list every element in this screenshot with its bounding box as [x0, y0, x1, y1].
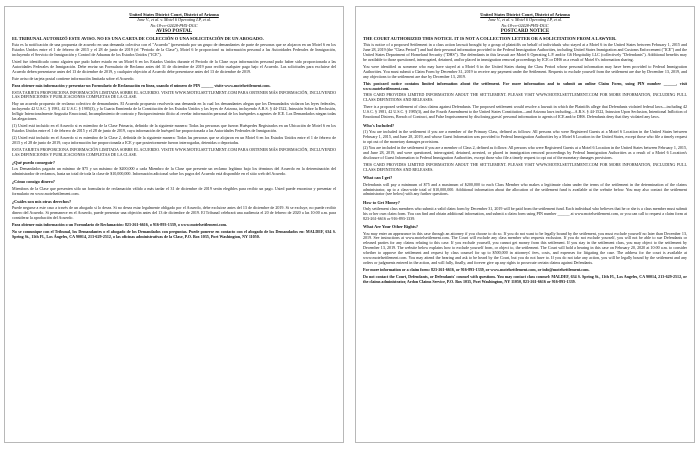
- body-paragraph: This is notice of a proposed Settlement in a class action lawsuit brought by a group of plaintiffs on behalf of individuals who stayed at a Motel 6 in the United States between February 1, 2015 and June 28, 2019 (the "Class Period") and had their personal information provided to the Federal Immigration Authorities, including United States Immigration and Customs Enforcement ("ICE") and the United States Department of Homeland Security ("DHS"). The defendants in this lawsuit are Motel 6 Operating L.P. and/or G6 Hospitality LLC (collectively "Defendants"). Additional benefits may be available to those questioned, interrogated, detained, and/or placed in immigration removal proceedings by ICE or DHS as a result of Motel 6's information sharing.: [363, 42, 687, 63]
- body-paragraph: You may enter an appearance in this case through an attorney if you choose to do so. If you do not want to be legally bound by the settlement, you must exclude yourself no later than December 13, 2019. See instructions at www.motelsettlement.com. The Court will exclude any class member who requests exclusion. If you do not exclude yourself, you will not be able to sue Defendants or released parties for any claims relating to this case. If you exclude yourself, you cannot get money from this settlement. If you stay in the settlement class, you may object to the settlement by December 13, 2019. The website below explains how to exclude yourself from, or object to, the settlement. The Court will hold a hearing in this case on February 20, 2020 at 10:00 a.m. to consider whether to approve the settlement and request by class counsel for up to $500,000 in attorneys' fees, costs, and expenses for litigating the case. The address for the court is available at www.motelsettlement.com. You may attend the hearing and ask to be heard by the Court, but you do not have to. If you do not take any action, you will be legally bound by the settlement and any orders or judgments entered in the action, and will fully, finally, and forever give up any rights to prosecute certain claims against Defendants.: [363, 230, 687, 265]
- body-paragraph: (1) Usted está incluido en el Acuerdo si es miembro de la Clase Primaria, definido de la siguiente manera: Todas las personas que fueron Huéspedes Registrados en un Ubicación de Motel 6 en los Estados Unidos entre el 1 de febrero de 2015 y el 28 de junio de 2019, cuya información de huésped fue proporcionada a las Autoridades Federales de Inmigración.: [12, 123, 336, 133]
- body-paragraph: Hay un acuerdo propuesto de reclamo colectivo de demandantes. El Acuerdo propuesto resolvería una demanda en la cual los demandantes alegan que los Demandados violaron las leyes federales, incluyendo 42 U.S.C. § 1981, 42 U.S.C. § 1985(3), y la Cuarta Enmienda de la Constitución de los Estados Unidos y las leyes de Arizona, incluyendo A.R.S. § 44-1522, Intrusión Sobre la Reclusión, Infligir Intencionalmente Angustia Emocional, Incumplimiento de contrato y Enriquecimiento ilícito al revelar información personal de los huéspedes a agentes de ICE. Los Demandados niegan todas las alegaciones.: [12, 101, 336, 122]
- body-paragraph: Miembros de la Clase que presenten sólo un formulario de reclamación válido a más tardar el 31 de diciembre de 2019 serán elegibles para recibir un pago. Usted puede encontrar y presentar el formulario en www.motelsettlement.com.: [12, 185, 336, 196]
- notice-title: POSTCARD NOTICE: [500, 28, 550, 34]
- body-paragraph: This postcard notice contains limited information about the settlement. For more information and to submit an online Claim Form, using PIN number ______, visit www.motelsettlement.com.: [363, 80, 687, 91]
- body-paragraph: Defendants will pay a minimum of $75 and a maximum of $200,000 to each Class Member who makes a legitimate claim under the terms of the settlement in the determination of the claims administrator, up to a class-wide total of $10,000,000. Additional information about the allocation of the settlement fund is available at the website below. You may also contact the settlement administrator (see below) with any further questions.: [363, 181, 687, 197]
- case-number: No:18-cv-02428-PHX-DGC: [150, 22, 198, 28]
- court-name: United States District Court, District of Arizona: [480, 12, 570, 17]
- notice-title: AVISO POSTAL: [155, 28, 193, 34]
- english-paragraphs: [363, 43, 687, 120]
- body-paragraph: No se comunique con el Tribunal, los Demandantes o el abogado de los Demandados con preguntas. Puede ponerse en contacto con el abogado de los Demandados en: MALDEF, 634 S. Spring St., 11th Fl., Los Ángeles, CA 90014, 213-629-2512, o las oficinas administrativas de la Clase, P.O. Box 1035, Port Washington, NY 11050.: [12, 228, 336, 239]
- body-paragraph: (2) Usted está incluido en el Acuerdo si es miembro de la Clase 2, definida de la siguiente manera: Todas las personas que se alojaron en un Motel 6 en los Estados Unidos entre el 1 de febrero de 2015 y el 28 de junio de 2019, cuya información fue proporcionada a ICE y que posteriormente fueron interrogadas, detenidas o deportadas.: [12, 134, 336, 145]
- body-paragraph: Esta es la notificación de una propuesta de acuerdo en una demanda colectiva con el "Acuerdo" (presentado por un grupo de demandantes de parte de personas que se alojaron en un Motel 6 en los Estados Unidos entre el 1 de febrero de 2015 y el 28 de junio de 2019 (el "Periodo de la Clase"), Motel 6 le proporcionó su información personal a las Autoridades Federales de Inmigración, incluyendo el Servicio de Inmigración y Control de Aduanas de los Estados Unidos ("ICE").: [12, 42, 336, 58]
- body-paragraph: THIS CARD PROVIDES LIMITED INFORMATION ABOUT THE SETTLEMENT. PLEASE VISIT WWW.MOTELSETTLEMENT.COM FOR MORE INFORMATION, INCLUDING FULL CLASS DEFINITIONS AND RELEASES.: [363, 92, 687, 103]
- court-name: United States District Court, District of Arizona: [129, 12, 219, 17]
- section-heading: What Are Your Other Rights?: [363, 224, 418, 230]
- section-heading: ¿Cuáles son mis otras derechos?: [12, 198, 72, 204]
- body-paragraph: THIS CARD PROVIDES LIMITED INFORMATION ABOUT THE SETTLEMENT. PLEASE VISIT WWW.MOTELSETTLEMENT.COM FOR MORE INFORMATION, INCLUDING FULL CLASS DEFINITIONS AND RELEASES.: [363, 162, 687, 173]
- body-paragraph: Usted fue identificado como alguien que pudo haber estado en un Motel 6 en los Estados Unidos durante el Periodo de la Clase cuya información personal pudo haber sido proporcionada a las Autoridades Federales de Inmigración. Debe enviar un Formulario de Reclamo antes del 31 de diciembre de 2019 para recibir cualquier pago bajo el Acuerdo. Las solicitudes para excluirse del Acuerdo deben presentarse antes del 13 de diciembre de 2019, y cualquier objeción al Acuerdo debe presentarse antes del 13 de diciembre de 2019.: [12, 59, 336, 74]
- body-paragraph: Puede negarse a este caso a través de un abogado si lo desea. Si no desea estar legalmente obligado por el Acuerdo, debe excluirse antes del 13 de diciembre de 2019. Si se excluye, no puede recibir dinero del Acuerdo. Si permanece en el Acuerdo, puede presentar una objeción antes del 13 de diciembre de 2019. El Tribunal celebrará una audiencia el 20 de febrero de 2020 a las 10:00 a.m. para considerar la aprobación del Acuerdo.: [12, 205, 336, 220]
- body-paragraph: Para obtener más información y presentar un Formulario de Reclamación en línea, usando el número de PIN ______ visite www.motelsettlement.com.: [12, 82, 271, 88]
- body-paragraph: (2) You are included in the settlement if you are a member of Class 2, defined as follows: All persons who were Registered Guests at a Motel 6 Location in the United States between February 1, 2015, and June 28, 2019, and were questioned, interrogated, detained, arrested, or placed in immigration removal proceedings by Federal Immigration Authorities as a result of a Motel 6 Location's disclosure of Guest Information to Federal Immigration Authorities, except those who file a timely request to opt out of the monetary damages provisions.: [363, 145, 687, 161]
- body-paragraph: ESTA TARJETA PROPORCIONA INFORMACIÓN LIMITADA SOBRE EL ACUERDO. VISITE WWW.MOTELSETTLEMENT.COM PARA OBTENER MÁS INFORMACIÓN, INCLUYENDO LAS DEFINICIONES Y PUBLICACIONES COMPLETAS DE LA CLASE.: [12, 146, 336, 157]
- section-heading: What can I get?: [363, 175, 393, 181]
- section-heading: ¿Qué puedo conseguir?: [12, 159, 55, 165]
- body-paragraph: Do not contact the Court, Defendants, or Defendants' counsel with questions. You may contact class counsel: MALDEF, 634 S. Spring St., 11th Fl., Los Angeles, CA 90014, 213-629-2512, or the claims administrator, Ardon Claims Service, P.O. Box 1035, Port Washington, NY 11050, 823-261-6616 or 916-893-1339.: [363, 273, 687, 284]
- body-paragraph: Este aviso de tarjeta postal contiene información limitada sobre el Acuerdo.: [12, 75, 135, 81]
- body-paragraph: For more information or a claim form: 823-261-6616, or 916-893-1339, or www.motelsettlement.com, or info@motelsettlement.com.: [363, 266, 590, 272]
- english-sections: [363, 123, 687, 266]
- case-caption: Jane V., et al. v. Motel 6 Operating LP, et al.: [487, 17, 563, 23]
- authorization-statement: THE COURT AUTHORIZED THIS NOTICE. IT IS NOT A COLLECTION LETTER OR A SOLICITATION FROM A LAWYER.: [363, 35, 617, 41]
- spanish-notice-card: [4, 6, 344, 443]
- spanish-footer: [12, 223, 336, 240]
- english-footer: [363, 268, 687, 285]
- section-heading: Who's Included?: [363, 122, 395, 128]
- spanish-paragraphs: [12, 43, 336, 157]
- body-paragraph: Los Demandados pagarán un mínimo de $75 y un máximo de $200,000 a cada Miembro de la Clase que presente un reclamo legítimo bajo los términos del Acuerdo en la determinación del administrador de reclamos, hasta un total de toda la clase de $10,000,000. Información adicional sobre los pagos del Acuerdo está disponible en el sitio web del Acuerdo.: [12, 166, 336, 177]
- spanish-sections: [12, 160, 336, 221]
- body-paragraph: There is a proposed settlement of class claims against Defendants. The proposed settlement would resolve a lawsuit in which the Plaintiffs allege that Defendants violated federal laws—including 42 U.S.C. § 1981, 42 U.S.C. § 1985(3), and the Fourth Amendment to the United States Constitution—and Arizona laws including—A.R.S. § 44-1522, Intrusion Upon Seclusion, Intentional Infliction of Emotional Distress, Breach of Contract, and False Imprisonment by disclosing guests' personal information to agents of ICE and/or DHS. Defendants deny that they violated any laws.: [363, 104, 687, 120]
- section-heading: ¿Cómo consigo dinero?: [12, 179, 55, 185]
- authorization-statement: EL TRIBUNAL AUTORIZÓ ESTE AVISO. NO ES UNA CARTA DE COLECCIÓN O UNA SOLICITACIÓN DE UN ABOGADO.: [12, 35, 264, 41]
- section-heading: How to Get Money?: [363, 199, 400, 205]
- body-paragraph: Para obtener más información o un Formulario de Reclamación: 823-261-6616, o 916-893-1339, o www.motelsettlement.com.: [12, 221, 228, 227]
- body-paragraph: Only settlement class members who submit a valid claim form by December 31, 2019 will be paid from the settlement fund. Each individual who believes that he or she is a class member must submit his or her own claim form. You can find and obtain additional information, and submit a claim form using PIN number ______ at www.motelsettlement.com, or you can call to request a claim form at 823-261-6616 or 916-893-1339.: [363, 206, 687, 221]
- body-paragraph: (1) You are included in the settlement if you are a member of the Primary Class, defined as follows: All persons who were Registered Guests at a Motel 6 Location in the United States between February 1, 2015, and June 28, 2019, and whose Guest Information was provided to Federal Immigration Authorities by a Motel 6 Location in the United States, except those who file a timely request to opt out of the monetary damages provisions.: [363, 128, 687, 144]
- case-caption: Jane V., et al. v. Motel 6 Operating LP, et al.: [136, 17, 212, 23]
- body-paragraph: You were identified as someone who may have stayed at a Motel 6 in the United States during the Class Period whose personal information may have been provided to Federal Immigration Authorities. You must submit a Claim Form by December 31, 2019 to receive any payment under the Settlement. Requests to exclude yourself from the settlement are due by December 13, 2019, and any objections to the settlement are due by December 13, 2019.: [363, 63, 687, 79]
- case-number: No:18-cv-02428-PHX-DGC: [501, 22, 549, 28]
- body-paragraph: ESTA TARJETA PROPORCIONA INFORMACIÓN LIMITADA SOBRE EL ACUERDO. VISITE WWW.MOTELSETTLEMENT.COM PARA OBTENER MÁS INFORMACIÓN, INCLUYENDO LAS DEFINICIONES Y PUBLICACIONES COMPLETAS DE LA CLASE.: [12, 89, 336, 100]
- english-notice-card: [355, 6, 695, 443]
